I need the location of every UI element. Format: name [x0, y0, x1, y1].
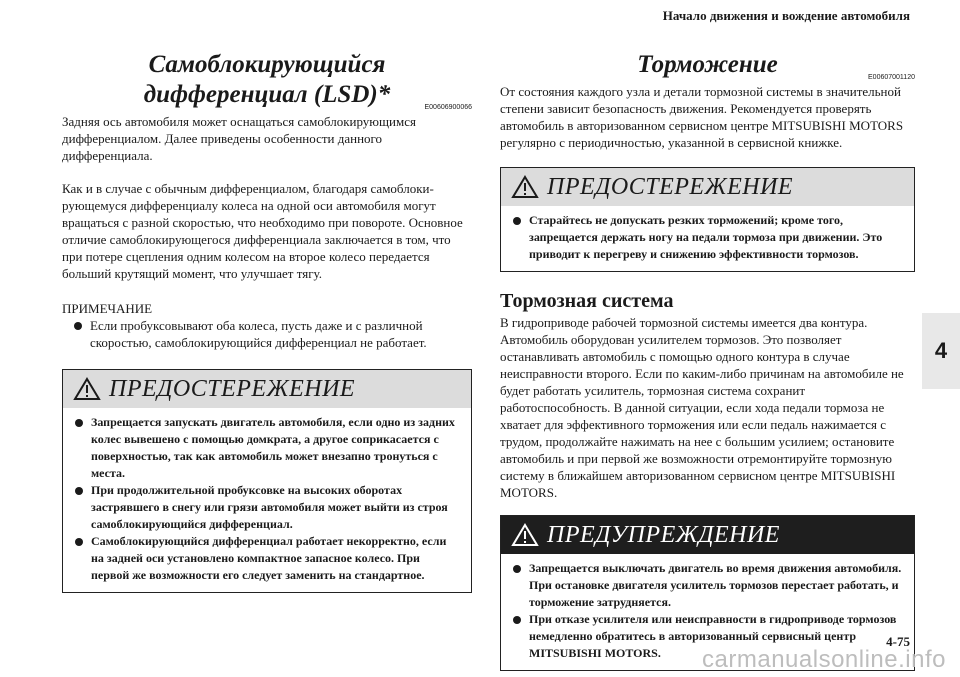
list-item: Старайтесь не допускать резких торможений; кроме того, запрещается держать ногу на педали тормоза при движении. Это приводит к перегреву и снижению эффективности тормозов.	[501, 212, 904, 263]
section-code: E00606900066	[424, 104, 472, 111]
warning-triangle-icon	[511, 175, 539, 199]
left-column	[62, 50, 472, 593]
warning-title: ПРЕДОСТЕРЕЖЕНИЕ	[547, 173, 794, 200]
paragraph: Задняя ось автомобиля может оснащаться самоблокирующимся дифференциалом. Далее приведены особенности данного дифференциала.	[62, 114, 416, 163]
warning-header	[501, 168, 914, 206]
note-list	[62, 317, 472, 351]
warning-header	[63, 370, 471, 408]
warning-title: ПРЕДОСТЕРЕЖЕНИЕ	[109, 375, 356, 402]
right-column	[500, 50, 915, 671]
list-item: Запрещается запускать двигатель автомобиля, если одно из задних колес вывешено с помощью домкрата, а другое соприкасается с поверхностью, так как автомобиль может внезапно тронуться с места.	[63, 414, 461, 482]
warning-triangle-icon	[511, 523, 539, 547]
list-item: Если пробуксовывают оба колеса, пусть даже и с различной скоростью, самоблокирующийся дифференциал не работает.	[62, 317, 472, 351]
list-item: Запрещается выключать двигатель во время движения автомобиля. При остановке двигателя усилитель тормозов перестает работать, и торможение затрудняется.	[501, 560, 904, 611]
section-title-lsd: Самоблокирующийся дифференциал (LSD)*	[143, 51, 391, 108]
note-label: ПРИМЕЧАНИЕ	[62, 301, 153, 316]
section-code: E00607001120	[868, 74, 915, 81]
subsection-title: Тормозная система	[500, 290, 674, 312]
paragraph: От состояния каждого узла и детали тормозной системы в значительной степени зависит безопасность движения. Рекомендуется проверять автомобиль в авторизованном сервисном центре MITSUBISHI MOTORS регулярно с периодичностью, указанной в сервисной книжке.	[500, 84, 904, 150]
running-head: Начало движения и вождение автомобиля	[662, 8, 910, 23]
caution-header	[501, 516, 914, 554]
paragraph: Как и в случае с обычным дифференциалом, благодаря самоблоки-рующемуся дифференциалу колеса на одной оси автомобиля могут вращаться с разной скоростью, что необходимо при повороте. Основное отличие самоблокирующегося дифференциала заключается в том, что при потере сцепления одним колесом на второе колесо передается больший крутящий момент, что улучшает тягу.	[62, 181, 463, 281]
watermark: carmanualsonline.info	[702, 646, 946, 673]
warning-triangle-icon	[73, 377, 101, 401]
warning-body	[501, 206, 914, 271]
paragraph: В гидроприводе рабочей тормозной системы имеется два контура. Автомобиль оборудован усилителем тормозов. Это позволяет останавливать автомобиль с помощью одного контура в случае неисправности второго. Если по каким-либо причинам на автомобиле не будет работать усилитель, тормозная система сохранит работоспособность. В данной ситуации, если хода педали тормоза не хватает для эффективного торможения или если педаль нажимается с трудом, продолжайте нажимать на нее с большим усилием; остановите автомобиль и при первой же возможности отремонтируйте тормозную систему в ближайшем авторизованном сервисном центре MITSUBISHI MOTORS.	[500, 315, 904, 500]
section-title-braking: Торможение	[637, 51, 778, 78]
warning-box	[500, 167, 915, 272]
list-item: При продолжительной пробуксовке на высоких оборотах застрявшего в снегу или грязи автомобиля может выйти из строя самоблокирующийся дифференциал.	[63, 482, 461, 533]
page-number: 4-75	[886, 634, 910, 649]
warning-body	[63, 408, 471, 592]
chapter-tab: 4	[922, 313, 960, 389]
caution-title: ПРЕДУПРЕЖДЕНИЕ	[547, 521, 780, 548]
list-item: При отказе усилителя или неисправности в гидроприводе тормозов немедленно обратитесь в авторизованный сервисный центр MITSUBISHI MOTORS.	[501, 611, 904, 662]
warning-box	[62, 369, 472, 593]
list-item: Самоблокирующийся дифференциал работает некорректно, если на задней оси установлено компактное запасное колесо. При первой же возможности его следует заменить на стандартное.	[63, 533, 461, 584]
